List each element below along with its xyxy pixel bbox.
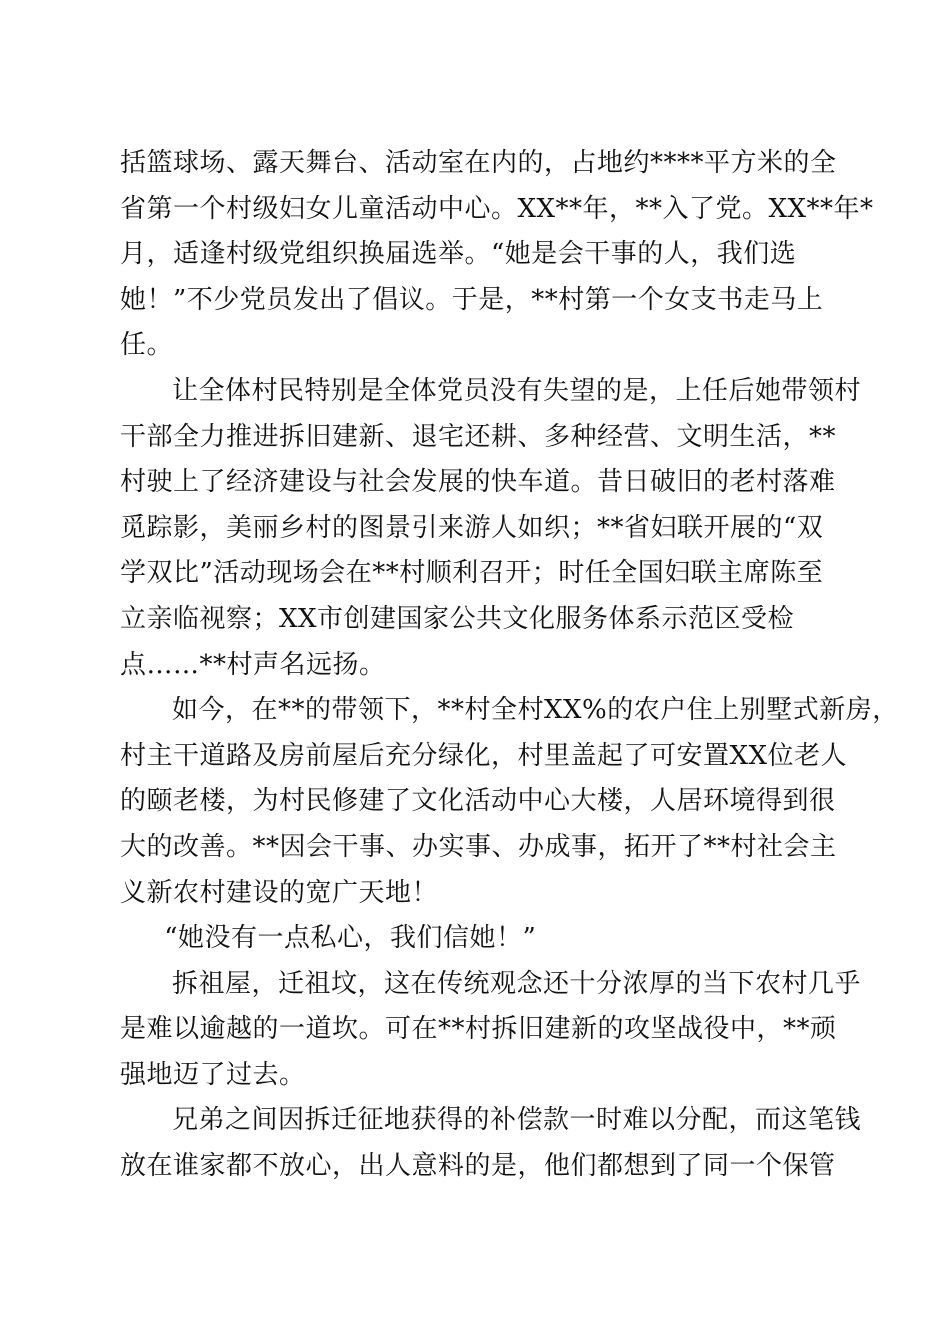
paragraph-line: 如今，在**的带领下，**村全村XX%的农户住上别墅式新房， bbox=[172, 695, 899, 726]
paragraph-line: 她！”不少党员发出了倡议。于是，**村第一个女支书走马上 bbox=[120, 284, 824, 315]
paragraph-line: 省第一个村级妇女儿童活动中心。XX**年，**入了党。XX**年* bbox=[120, 193, 874, 224]
document-body bbox=[120, 141, 899, 1190]
paragraph-line: 放在谁家都不放心，出人意料的是，他们都想到了同一个保管 bbox=[120, 1151, 836, 1182]
paragraph-line: 学双比”活动现场会在**村顺利召开；时任全国妇联主席陈至 bbox=[120, 558, 824, 589]
paragraph-line: 点……**村声名远扬。 bbox=[120, 649, 386, 680]
paragraph-line: 村驶上了经济建设与社会发展的快车道。昔日破旧的老村落难 bbox=[120, 467, 836, 498]
paragraph-1 bbox=[120, 141, 874, 369]
paragraph-line: 强地迈了过去。 bbox=[120, 1059, 306, 1090]
paragraph-line: 是难以逾越的一道坎。可在**村拆旧建新的攻坚战役中，**顽 bbox=[120, 1014, 837, 1045]
paragraph-4-quote bbox=[120, 916, 832, 962]
paragraph-line: “她没有一点私心，我们信她！” bbox=[164, 923, 537, 954]
paragraph-line: 大的改善。**因会干事、办实事、办成事，拓开了**村社会主 bbox=[120, 831, 837, 862]
paragraph-line: 兄弟之间因拆迁征地获得的补偿款一时难以分配，而这笔钱 bbox=[172, 1105, 862, 1136]
paragraph-line: 的颐老楼，为村民修建了文化活动中心大楼，人居环境得到很 bbox=[120, 786, 836, 817]
paragraph-6 bbox=[120, 1098, 862, 1189]
paragraph-line: 括篮球场、露天舞台、活动室在内的，占地约****平方米的全 bbox=[120, 148, 837, 178]
paragraph-line: 义新农村建设的宽广天地！ bbox=[120, 877, 439, 908]
paragraph-line: 拆祖屋，迁祖坟，这在传统观念还十分浓厚的当下农村几乎 bbox=[172, 968, 862, 999]
paragraph-2 bbox=[120, 369, 862, 688]
paragraph-line: 立亲临视察；XX市创建国家公共文化服务体系示范区受检 bbox=[120, 603, 795, 634]
paragraph-5 bbox=[120, 962, 862, 1099]
paragraph-line: 村主干道路及房前屋后充分绿化，村里盖起了可安置XX位老人 bbox=[120, 740, 848, 771]
paragraph-line: 觅踪影，美丽乡村的图景引来游人如织；**省妇联开展的“双 bbox=[120, 512, 824, 543]
paragraph-3 bbox=[120, 688, 899, 916]
paragraph-line: 干部全力推进拆旧建新、退宅还耕、多种经营、文明生活，** bbox=[120, 421, 837, 452]
paragraph-line: 月，适逢村级党组织换届选举。“她是会干事的人，我们选 bbox=[120, 239, 797, 270]
paragraph-line: 任。 bbox=[120, 330, 174, 361]
paragraph-line: 让全体村民特别是全体党员没有失望的是，上任后她带领村 bbox=[172, 375, 862, 406]
